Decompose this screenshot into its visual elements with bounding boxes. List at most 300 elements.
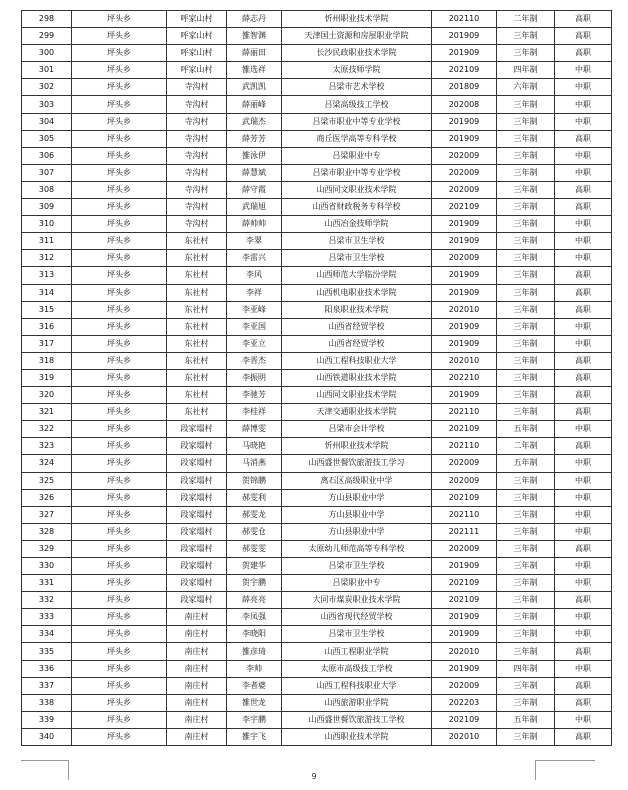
enrollment-date-cell: 201809 (432, 79, 497, 96)
level-cell: 高职 (555, 438, 612, 455)
village-cell: 寺沟村 (167, 130, 227, 147)
table-row (22, 130, 612, 147)
level-cell: 中职 (555, 62, 612, 79)
row-index-cell: 313 (22, 267, 72, 284)
township-cell: 坪头乡 (72, 45, 167, 62)
village-cell: 南庄村 (167, 660, 227, 677)
township-cell: 坪头乡 (72, 96, 167, 113)
township-cell: 坪头乡 (72, 233, 167, 250)
township-cell: 坪头乡 (72, 216, 167, 233)
enrollment-date-cell: 202009 (432, 472, 497, 489)
level-cell: 高职 (555, 728, 612, 745)
village-cell: 东社村 (167, 318, 227, 335)
row-index-cell: 322 (22, 421, 72, 438)
school-name-cell: 吕梁市卫生学校 (282, 233, 432, 250)
enrollment-date-cell: 202009 (432, 164, 497, 181)
enrollment-date-cell: 202009 (432, 250, 497, 267)
student-name-cell: 薛丽田 (227, 45, 282, 62)
level-cell: 高职 (555, 267, 612, 284)
level-cell: 中职 (555, 506, 612, 523)
program-length-cell: 三年制 (497, 626, 555, 643)
program-length-cell: 三年制 (497, 284, 555, 301)
village-cell: 东社村 (167, 301, 227, 318)
student-name-cell: 李亚国 (227, 318, 282, 335)
row-index-cell: 330 (22, 558, 72, 575)
program-length-cell: 三年制 (497, 318, 555, 335)
school-name-cell: 吕梁职业中专 (282, 147, 432, 164)
student-name-cell: 李晓阳 (227, 626, 282, 643)
row-index-cell: 316 (22, 318, 72, 335)
level-cell: 中职 (555, 472, 612, 489)
level-cell: 中职 (555, 455, 612, 472)
enrollment-date-cell: 202111 (432, 523, 497, 540)
village-cell: 寺沟村 (167, 147, 227, 164)
table-row (22, 711, 612, 728)
school-name-cell: 方山县职业中学 (282, 489, 432, 506)
enrollment-date-cell: 201909 (432, 233, 497, 250)
student-name-cell: 贺建华 (227, 558, 282, 575)
enrollment-date-cell: 201909 (432, 387, 497, 404)
school-name-cell: 吕梁市职业中等专业学校 (282, 164, 432, 181)
row-index-cell: 326 (22, 489, 72, 506)
program-length-cell: 三年制 (497, 199, 555, 216)
program-length-cell: 二年制 (497, 438, 555, 455)
student-name-cell: 郝雯利 (227, 489, 282, 506)
student-name-cell: 李者婆 (227, 677, 282, 694)
level-cell: 高职 (555, 592, 612, 609)
enrollment-date-cell: 202008 (432, 96, 497, 113)
village-cell: 东社村 (167, 352, 227, 369)
student-name-cell: 李祥 (227, 284, 282, 301)
township-cell: 坪头乡 (72, 11, 167, 28)
school-name-cell: 山西机电职业技术学院 (282, 284, 432, 301)
school-name-cell: 山西省经贸学校 (282, 318, 432, 335)
school-name-cell: 吕梁市卫生学校 (282, 250, 432, 267)
enrollment-date-cell: 201909 (432, 318, 497, 335)
program-length-cell: 四年制 (497, 62, 555, 79)
student-name-cell: 薛芳芳 (227, 130, 282, 147)
program-length-cell: 三年制 (497, 404, 555, 421)
student-name-cell: 雒智渊 (227, 28, 282, 45)
row-index-cell: 312 (22, 250, 72, 267)
school-name-cell: 山西省经贸学校 (282, 335, 432, 352)
village-cell: 呼家山村 (167, 11, 227, 28)
program-length-cell: 四年制 (497, 660, 555, 677)
table-row (22, 609, 612, 626)
school-name-cell: 山西同文职业技术学院 (282, 387, 432, 404)
table-row (22, 369, 612, 386)
crop-mark-left (21, 760, 68, 761)
table-row (22, 421, 612, 438)
level-cell: 中职 (555, 96, 612, 113)
township-cell: 坪头乡 (72, 472, 167, 489)
level-cell: 高职 (555, 181, 612, 198)
table-row (22, 438, 612, 455)
township-cell: 坪头乡 (72, 113, 167, 130)
row-index-cell: 333 (22, 609, 72, 626)
program-length-cell: 三年制 (497, 489, 555, 506)
village-cell: 南庄村 (167, 626, 227, 643)
student-name-cell: 贺宇鹏 (227, 575, 282, 592)
row-index-cell: 311 (22, 233, 72, 250)
township-cell: 坪头乡 (72, 711, 167, 728)
township-cell: 坪头乡 (72, 575, 167, 592)
table-row (22, 506, 612, 523)
school-name-cell: 吕梁市职业中等专业学校 (282, 113, 432, 130)
table-row (22, 216, 612, 233)
township-cell: 坪头乡 (72, 694, 167, 711)
program-length-cell: 六年制 (497, 79, 555, 96)
row-index-cell: 334 (22, 626, 72, 643)
school-name-cell: 天津交通职业技术学院 (282, 404, 432, 421)
village-cell: 寺沟村 (167, 79, 227, 96)
school-name-cell: 吕梁职业中专 (282, 575, 432, 592)
enrollment-date-cell: 202109 (432, 575, 497, 592)
enrollment-date-cell: 202109 (432, 592, 497, 609)
student-name-cell: 薛丽峰 (227, 96, 282, 113)
township-cell: 坪头乡 (72, 421, 167, 438)
village-cell: 南庄村 (167, 609, 227, 626)
table-row (22, 318, 612, 335)
village-cell: 东社村 (167, 250, 227, 267)
enrollment-date-cell: 201909 (432, 660, 497, 677)
program-length-cell: 三年制 (497, 558, 555, 575)
table-row (22, 301, 612, 318)
township-cell: 坪头乡 (72, 335, 167, 352)
enrollment-date-cell: 202009 (432, 181, 497, 198)
enrollment-date-cell: 201909 (432, 28, 497, 45)
table-row (22, 62, 612, 79)
village-cell: 东社村 (167, 233, 227, 250)
program-length-cell: 三年制 (497, 728, 555, 745)
village-cell: 东社村 (167, 284, 227, 301)
level-cell: 中职 (555, 711, 612, 728)
enrollment-date-cell: 202109 (432, 199, 497, 216)
student-name-cell: 雒选祥 (227, 62, 282, 79)
level-cell: 中职 (555, 233, 612, 250)
school-name-cell: 山西省财政税务专科学校 (282, 199, 432, 216)
village-cell: 段家塌村 (167, 592, 227, 609)
enrollment-date-cell: 202110 (432, 11, 497, 28)
program-length-cell: 三年制 (497, 369, 555, 386)
village-cell: 呼家山村 (167, 62, 227, 79)
student-name-cell: 李翠 (227, 233, 282, 250)
table-row (22, 523, 612, 540)
program-length-cell: 三年制 (497, 540, 555, 557)
school-name-cell: 吕梁市艺术学校 (282, 79, 432, 96)
student-name-cell: 贺锦鹏 (227, 472, 282, 489)
row-index-cell: 307 (22, 164, 72, 181)
program-length-cell: 三年制 (497, 643, 555, 660)
row-index-cell: 324 (22, 455, 72, 472)
student-name-cell: 李亚峰 (227, 301, 282, 318)
row-index-cell: 335 (22, 643, 72, 660)
row-index-cell: 317 (22, 335, 72, 352)
school-name-cell: 山西旅游职业学院 (282, 694, 432, 711)
row-index-cell: 328 (22, 523, 72, 540)
enrollment-date-cell: 201909 (432, 558, 497, 575)
school-name-cell: 山西职业技术学院 (282, 728, 432, 745)
program-length-cell: 二年制 (497, 11, 555, 28)
row-index-cell: 339 (22, 711, 72, 728)
enrollment-date-cell: 202110 (432, 404, 497, 421)
row-index-cell: 309 (22, 199, 72, 216)
level-cell: 中职 (555, 79, 612, 96)
school-name-cell: 吕梁高级技工学校 (282, 96, 432, 113)
table-row (22, 335, 612, 352)
student-name-cell: 李帅 (227, 660, 282, 677)
table-row (22, 45, 612, 62)
enrollment-date-cell: 201909 (432, 284, 497, 301)
level-cell: 中职 (555, 318, 612, 335)
table-row (22, 352, 612, 369)
student-name-cell: 薛博雯 (227, 421, 282, 438)
level-cell: 高职 (555, 643, 612, 660)
township-cell: 坪头乡 (72, 369, 167, 386)
level-cell: 中职 (555, 164, 612, 181)
row-index-cell: 306 (22, 147, 72, 164)
table-row (22, 199, 612, 216)
school-name-cell: 离石区高级职业中学 (282, 472, 432, 489)
village-cell: 东社村 (167, 369, 227, 386)
student-name-cell: 薛志丹 (227, 11, 282, 28)
township-cell: 坪头乡 (72, 643, 167, 660)
level-cell: 高职 (555, 369, 612, 386)
level-cell: 中职 (555, 147, 612, 164)
level-cell: 中职 (555, 626, 612, 643)
program-length-cell: 三年制 (497, 164, 555, 181)
row-index-cell: 315 (22, 301, 72, 318)
row-index-cell: 308 (22, 181, 72, 198)
table-row (22, 489, 612, 506)
village-cell: 段家塌村 (167, 472, 227, 489)
row-index-cell: 310 (22, 216, 72, 233)
level-cell: 高职 (555, 11, 612, 28)
table-row (22, 96, 612, 113)
student-name-cell: 薛亮亮 (227, 592, 282, 609)
township-cell: 坪头乡 (72, 79, 167, 96)
table-row (22, 558, 612, 575)
level-cell: 中职 (555, 421, 612, 438)
table-row (22, 284, 612, 301)
row-index-cell: 303 (22, 96, 72, 113)
school-name-cell: 大同市煤炭职业技术学院 (282, 592, 432, 609)
program-length-cell: 三年制 (497, 130, 555, 147)
row-index-cell: 299 (22, 28, 72, 45)
roster-body (22, 11, 612, 746)
village-cell: 呼家山村 (167, 45, 227, 62)
village-cell: 段家塌村 (167, 523, 227, 540)
school-name-cell: 太原技师学院 (282, 62, 432, 79)
student-name-cell: 雒泳伊 (227, 147, 282, 164)
table-row (22, 387, 612, 404)
level-cell: 高职 (555, 130, 612, 147)
enrollment-date-cell: 202009 (432, 677, 497, 694)
table-row (22, 472, 612, 489)
student-name-cell: 李桂祥 (227, 404, 282, 421)
student-name-cell: 李凤强 (227, 609, 282, 626)
row-index-cell: 304 (22, 113, 72, 130)
village-cell: 段家塌村 (167, 421, 227, 438)
township-cell: 坪头乡 (72, 267, 167, 284)
table-row (22, 540, 612, 557)
student-name-cell: 李振明 (227, 369, 282, 386)
row-index-cell: 337 (22, 677, 72, 694)
student-name-cell: 雒彦琦 (227, 643, 282, 660)
school-name-cell: 山西同文职业技术学院 (282, 181, 432, 198)
level-cell: 中职 (555, 523, 612, 540)
table-row (22, 677, 612, 694)
row-index-cell: 327 (22, 506, 72, 523)
township-cell: 坪头乡 (72, 506, 167, 523)
student-name-cell: 薛帅帅 (227, 216, 282, 233)
township-cell: 坪头乡 (72, 164, 167, 181)
school-name-cell: 山西盛世餐饮旅游技工学校 (282, 711, 432, 728)
student-name-cell: 马消燕 (227, 455, 282, 472)
level-cell: 中职 (555, 335, 612, 352)
level-cell: 高职 (555, 28, 612, 45)
table-row (22, 79, 612, 96)
student-name-cell: 武瑞杰 (227, 113, 282, 130)
program-length-cell: 三年制 (497, 506, 555, 523)
program-length-cell: 三年制 (497, 677, 555, 694)
student-name-cell: 李亚立 (227, 335, 282, 352)
table-row (22, 575, 612, 592)
table-row (22, 181, 612, 198)
village-cell: 寺沟村 (167, 199, 227, 216)
row-index-cell: 329 (22, 540, 72, 557)
enrollment-date-cell: 202010 (432, 728, 497, 745)
enrollment-date-cell: 202110 (432, 438, 497, 455)
level-cell: 高职 (555, 404, 612, 421)
level-cell: 中职 (555, 250, 612, 267)
student-name-cell: 马晓艳 (227, 438, 282, 455)
township-cell: 坪头乡 (72, 438, 167, 455)
school-name-cell: 吕梁市卫生学校 (282, 626, 432, 643)
enrollment-date-cell: 202009 (432, 455, 497, 472)
program-length-cell: 三年制 (497, 472, 555, 489)
student-name-cell: 李风 (227, 267, 282, 284)
village-cell: 寺沟村 (167, 113, 227, 130)
enrollment-date-cell: 202109 (432, 421, 497, 438)
student-name-cell: 李驰芳 (227, 387, 282, 404)
township-cell: 坪头乡 (72, 558, 167, 575)
enrollment-date-cell: 202010 (432, 643, 497, 660)
program-length-cell: 三年制 (497, 45, 555, 62)
township-cell: 坪头乡 (72, 523, 167, 540)
enrollment-date-cell: 201909 (432, 609, 497, 626)
township-cell: 坪头乡 (72, 318, 167, 335)
enrollment-date-cell: 202109 (432, 489, 497, 506)
level-cell: 中职 (555, 489, 612, 506)
program-length-cell: 三年制 (497, 267, 555, 284)
school-name-cell: 太原市高级技工学校 (282, 660, 432, 677)
school-name-cell: 山西工程职业学院 (282, 643, 432, 660)
school-name-cell: 吕梁市会计学校 (282, 421, 432, 438)
program-length-cell: 三年制 (497, 592, 555, 609)
township-cell: 坪头乡 (72, 728, 167, 745)
student-name-cell: 武瑞旭 (227, 199, 282, 216)
page-number: 9 (311, 772, 317, 781)
student-name-cell: 薛守霞 (227, 181, 282, 198)
program-length-cell: 三年制 (497, 147, 555, 164)
table-row (22, 694, 612, 711)
village-cell: 南庄村 (167, 711, 227, 728)
level-cell: 高职 (555, 387, 612, 404)
table-row (22, 113, 612, 130)
township-cell: 坪头乡 (72, 250, 167, 267)
township-cell: 坪头乡 (72, 592, 167, 609)
student-name-cell: 郝雯龙 (227, 506, 282, 523)
township-cell: 坪头乡 (72, 147, 167, 164)
student-name-cell: 薛慧斌 (227, 164, 282, 181)
table-row (22, 11, 612, 28)
school-name-cell: 山西盛世餐饮旅游技工学习 (282, 455, 432, 472)
level-cell: 高职 (555, 301, 612, 318)
program-length-cell: 三年制 (497, 335, 555, 352)
enrollment-date-cell: 201909 (432, 130, 497, 147)
level-cell: 高职 (555, 45, 612, 62)
school-name-cell: 阳泉职业技术学院 (282, 301, 432, 318)
school-name-cell: 天津国土资源和房屋职业学院 (282, 28, 432, 45)
township-cell: 坪头乡 (72, 626, 167, 643)
school-name-cell: 山西省现代经贸学校 (282, 609, 432, 626)
village-cell: 段家塌村 (167, 489, 227, 506)
school-name-cell: 山西冶金技师学院 (282, 216, 432, 233)
row-index-cell: 298 (22, 11, 72, 28)
program-length-cell: 三年制 (497, 96, 555, 113)
table-row (22, 267, 612, 284)
village-cell: 段家塌村 (167, 575, 227, 592)
township-cell: 坪头乡 (72, 284, 167, 301)
enrollment-date-cell: 201909 (432, 267, 497, 284)
student-name-cell: 雒世龙 (227, 694, 282, 711)
village-cell: 段家塌村 (167, 540, 227, 557)
village-cell: 段家塌村 (167, 455, 227, 472)
program-length-cell: 三年制 (497, 575, 555, 592)
township-cell: 坪头乡 (72, 489, 167, 506)
school-name-cell: 方山县职业中学 (282, 523, 432, 540)
village-cell: 段家塌村 (167, 558, 227, 575)
program-length-cell: 五年制 (497, 421, 555, 438)
level-cell: 高职 (555, 540, 612, 557)
village-cell: 寺沟村 (167, 216, 227, 233)
table-row (22, 164, 612, 181)
program-length-cell: 三年制 (497, 694, 555, 711)
level-cell: 高职 (555, 284, 612, 301)
program-length-cell: 三年制 (497, 387, 555, 404)
program-length-cell: 三年制 (497, 523, 555, 540)
village-cell: 东社村 (167, 267, 227, 284)
student-name-cell: 李晋杰 (227, 352, 282, 369)
enrollment-date-cell: 202110 (432, 506, 497, 523)
school-name-cell: 方山县职业中学 (282, 506, 432, 523)
program-length-cell: 五年制 (497, 455, 555, 472)
township-cell: 坪头乡 (72, 455, 167, 472)
student-name-cell: 雒宇飞 (227, 728, 282, 745)
row-index-cell: 305 (22, 130, 72, 147)
level-cell: 中职 (555, 575, 612, 592)
village-cell: 东社村 (167, 387, 227, 404)
program-length-cell: 三年制 (497, 301, 555, 318)
level-cell: 中职 (555, 216, 612, 233)
row-index-cell: 314 (22, 284, 72, 301)
row-index-cell: 338 (22, 694, 72, 711)
table-row (22, 250, 612, 267)
enrollment-date-cell: 202203 (432, 694, 497, 711)
school-name-cell: 忻州职业技术学院 (282, 11, 432, 28)
school-name-cell: 商丘医学高等专科学校 (282, 130, 432, 147)
